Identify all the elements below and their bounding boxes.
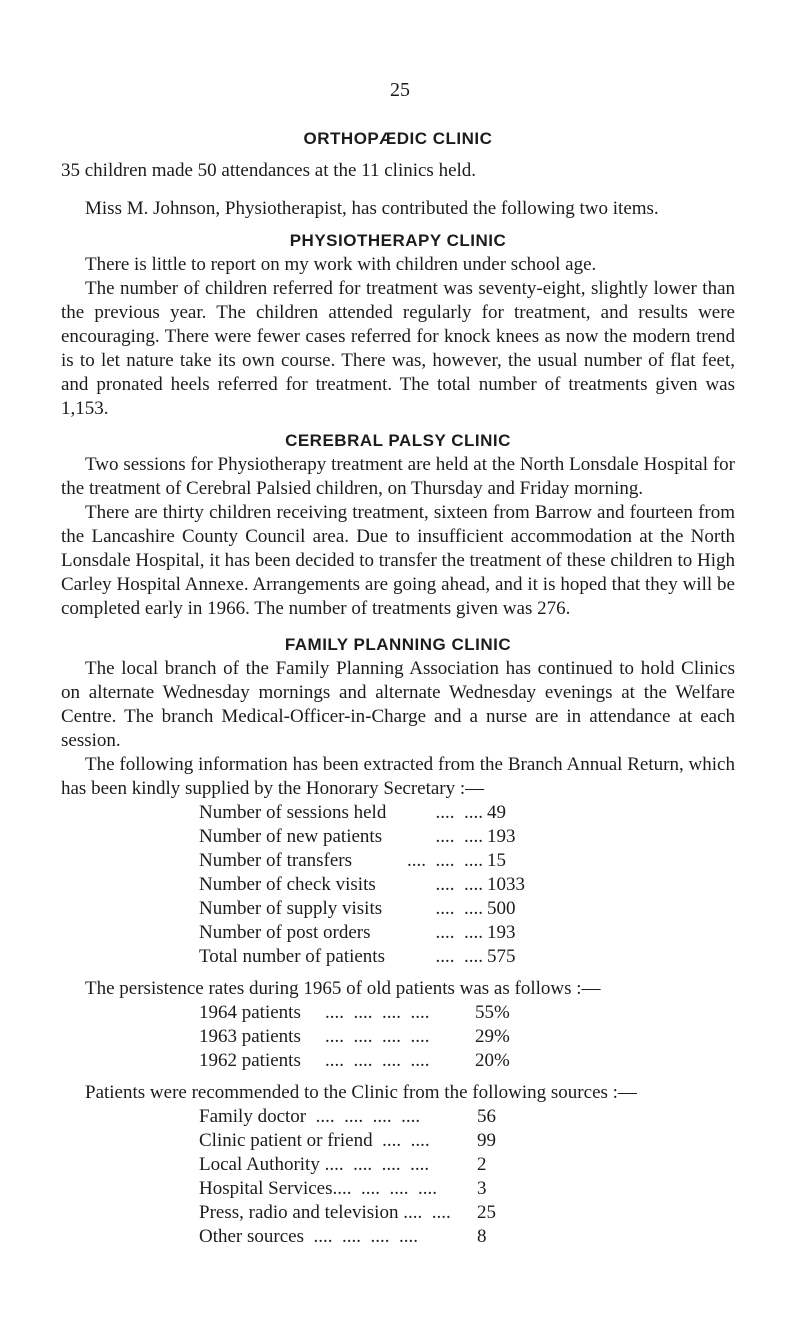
cerebral-palsy-paragraph-1: Two sessions for Physiotherapy treatment are held at the North Lonsdale Hospital for the treatment of Cerebral Palsied children, on Thursday and Friday morning.	[61, 454, 735, 499]
clinic-statistics-list	[199, 801, 735, 969]
list-item: Press, radio and television .... .... 25	[199, 1202, 496, 1223]
list-item: Local Authority .... .... .... .... 2	[199, 1154, 487, 1175]
page-number: 25	[390, 79, 410, 101]
family-planning-paragraph-1: The local branch of the Family Planning Association has continued to hold Clinics on alternate Wednesday mornings and alternate Wednesday evenings at the Welfare Centre. The branch Medical-Officer-in-Charge and a nurse are in attendance at each session.	[61, 658, 735, 751]
list-item: Clinic patient or friend .... .... 99	[199, 1130, 496, 1151]
list-item: Number of post orders .... .... 193	[199, 922, 516, 943]
persistence-rates-list	[199, 1001, 735, 1073]
cerebral-palsy-heading: CEREBRAL PALSY CLINIC	[285, 431, 511, 450]
list-item: 1962 patients .... .... .... .... 20%	[199, 1050, 510, 1071]
list-item: Number of transfers .... .... .... 15	[199, 850, 506, 871]
list-item: Family doctor .... .... .... .... 56	[199, 1106, 496, 1127]
list-item: 1963 patients .... .... .... .... 29%	[199, 1026, 510, 1047]
list-item: Number of new patients .... .... 193	[199, 826, 516, 847]
list-item: 1964 patients .... .... .... .... 55%	[199, 1002, 510, 1023]
list-item: Hospital Services.... .... .... .... 3	[199, 1178, 487, 1199]
physiotherapy-paragraph-2: The number of children referred for treatment was seventy-eight, slightly lower than the previous year. The children attended regularly for treatment, and results were encouraging. There were fewer cases referred for knock knees as now the modern trend is to let nature take its own course. There was, however, the usual number of flat feet, and pronated heels referred for treatment. The total number of treatments given was 1,153.	[61, 278, 735, 419]
sources-paragraph: Patients were recommended to the Clinic from the following sources :—	[85, 1082, 637, 1103]
cerebral-palsy-paragraph-2: There are thirty children receiving treatment, sixteen from Barrow and fourteen from the Lancashire County Council area. Due to insufficient accommodation at the North Lonsdale Hospital, it has been decided to transfer the treatment of these children to High Carley Hospital Annexe. Arrangements are going ahead, and it is hoped that they will be completed early in 1966. The number of treatments given was 276.	[61, 502, 735, 619]
family-planning-heading: FAMILY PLANNING CLINIC	[284, 635, 512, 654]
list-item: Number of check visits .... .... 1033	[199, 874, 525, 895]
referral-sources-list	[199, 1105, 735, 1249]
page-content	[61, 127, 735, 1249]
list-item: Total number of patients .... .... 575	[199, 946, 516, 967]
physiotherapy-heading: PHYSIOTHERAPY CLINIC	[289, 231, 507, 250]
orthopaedic-paragraph: 35 children made 50 attendances at the 11 clinics held.	[61, 160, 477, 181]
johnson-paragraph: Miss M. Johnson, Physiotherapist, has contributed the following two items.	[85, 198, 659, 219]
list-item: Number of sessions held .... .... 49	[199, 802, 506, 823]
list-item: Number of supply visits .... .... 500	[199, 898, 516, 919]
list-item: Other sources .... .... .... .... 8	[199, 1226, 487, 1247]
family-planning-paragraph-2: The following information has been extracted from the Branch Annual Return, which has been kindly supplied by the Honorary Secretary :—	[61, 754, 735, 799]
orthopaedic-heading: ORTHOPÆDIC CLINIC	[303, 129, 493, 148]
persistence-paragraph: The persistence rates during 1965 of old patients was as follows :—	[85, 978, 601, 999]
physiotherapy-paragraph-1: There is little to report on my work with children under school age.	[85, 254, 597, 275]
